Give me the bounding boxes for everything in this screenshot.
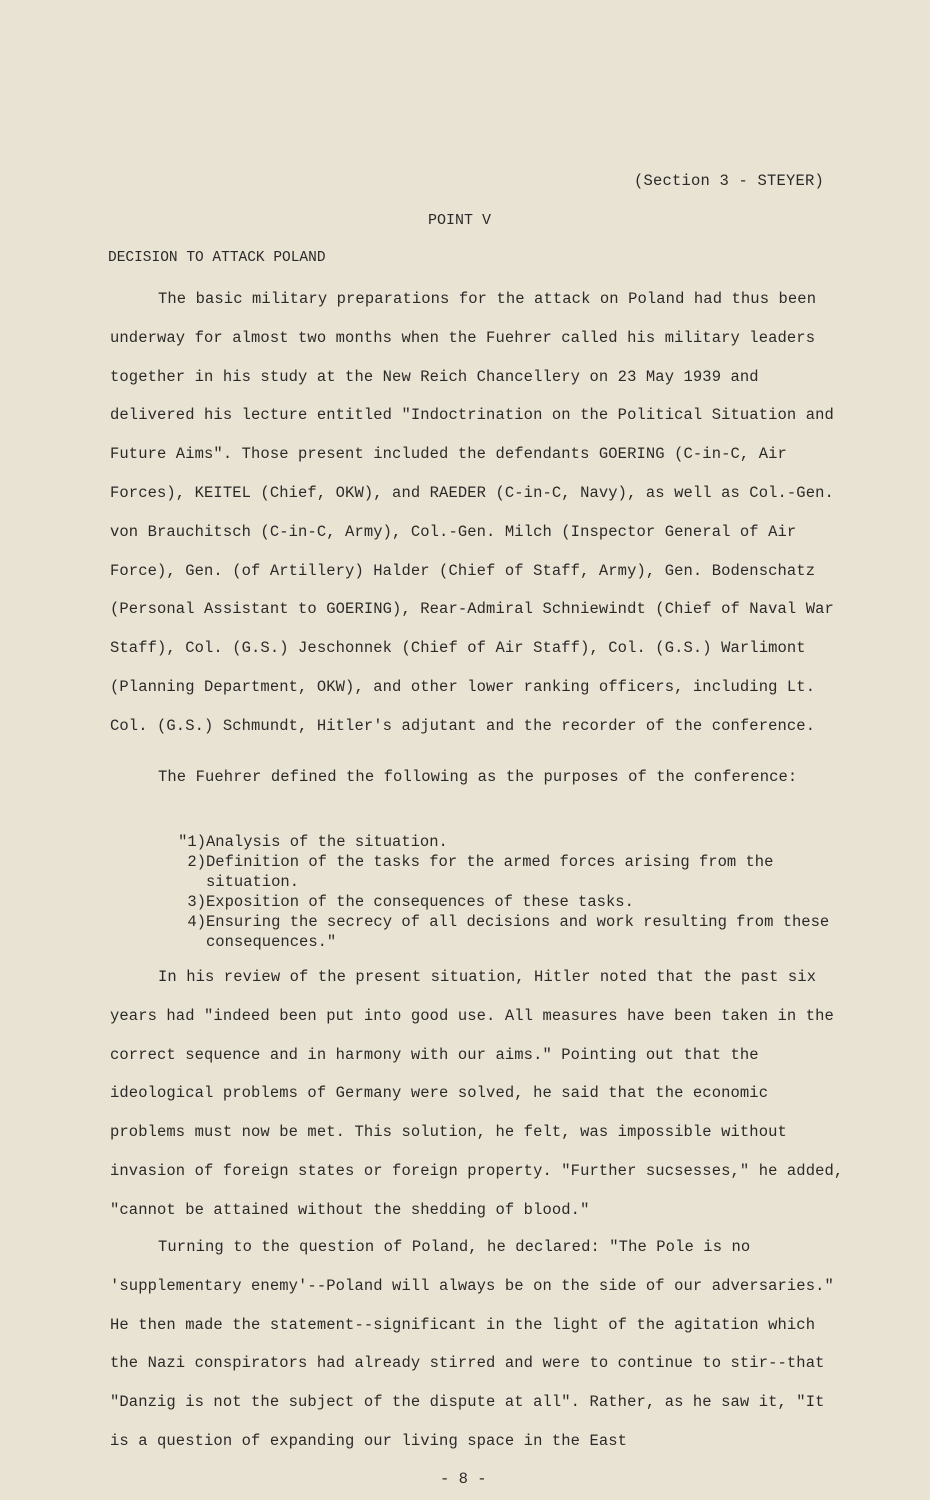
paragraph-situation-review [110,958,850,1230]
list-item [154,892,834,912]
point-title: POINT V [428,212,492,229]
paragraph-text: The Fuehrer defined the following as the purposes of the conference: [158,768,798,786]
paragraph-text: In his review of the present situation, Hitler noted that the past six years had "indeed been put into good use. All measures have been taken in the correct sequence and in harmony with our aims." Pointing out that the ideological problems of Germany were solved, he said that the economic problems must now be met. This solution, he felt, was impossible without invasion of foreign states or foreign property. "Further sucsesses," he added, "cannot be attained without the shedding of blood." [110,968,844,1219]
list-item [154,832,834,852]
list-item-number: 2) [187,853,206,871]
list-item-text: Exposition of the consequences of these tasks. [206,893,634,911]
list-item-number: "1) [178,833,206,851]
paragraph-conference-attendees [110,280,850,746]
paragraph-purposes-intro [110,758,850,797]
page-number: - 8 - [440,1470,487,1488]
paragraph-poland-question [110,1228,850,1461]
paragraph-text: The basic military preparations for the attack on Poland had thus been underway for almost two months when the Fuehrer called his military leaders together in his study at the New Reich Chancellery on 23 May 1939 and delivered his lecture entitled "Indoctrination on the Political Situation and Future Aims". Those present included the defendants GOERING (C-in-C, Air Forces), KEITEL (Chief, OKW), and RAEDER (C-in-C, Navy), as well as Col.-Gen. von Brauchitsch (C-in-C, Army), Col.-Gen. Milch (Inspector General of Air Force), Gen. (of Artillery) Halder (Chief of Staff, Army), Gen. Bodenschatz (Personal Assistant to GOERING), Rear-Admiral Schniewindt (Chief of Naval War Staff), Col. (G.S.) Jeschonnek (Chief of Air Staff), Col. (G.S.) Warlimont (Planning Department, OKW), and other lower ranking officers, including Lt. Col. (G.S.) Schmundt, Hitler's adjutant and the recorder of the conference. [110,290,834,735]
list-item-number: 3) [187,893,206,911]
section-heading: DECISION TO ATTACK POLAND [108,250,326,266]
list-item-text: Analysis of the situation. [206,833,448,851]
paragraph-text: Turning to the question of Poland, he declared: "The Pole is no 'supplementary enemy'--Poland will always be on the side of our adversaries." He then made the statement--significant in the light of the agitation which the Nazi conspirators had already stirred and were to continue to stir--that "Danzig is not the subject of the dispute at all". Rather, as he saw it, "It is a question of expanding our living space in the East [110,1238,834,1450]
purposes-list [154,832,834,952]
list-item [154,852,834,892]
list-item-text: Definition of the tasks for the armed forces arising from the situation. [206,853,774,891]
list-item-text: Ensuring the secrecy of all decisions and work resulting from these consequences." [206,913,830,951]
list-item-number: 4) [187,913,206,931]
section-reference: (Section 3 - STEYER) [634,172,825,190]
list-item [154,912,834,952]
